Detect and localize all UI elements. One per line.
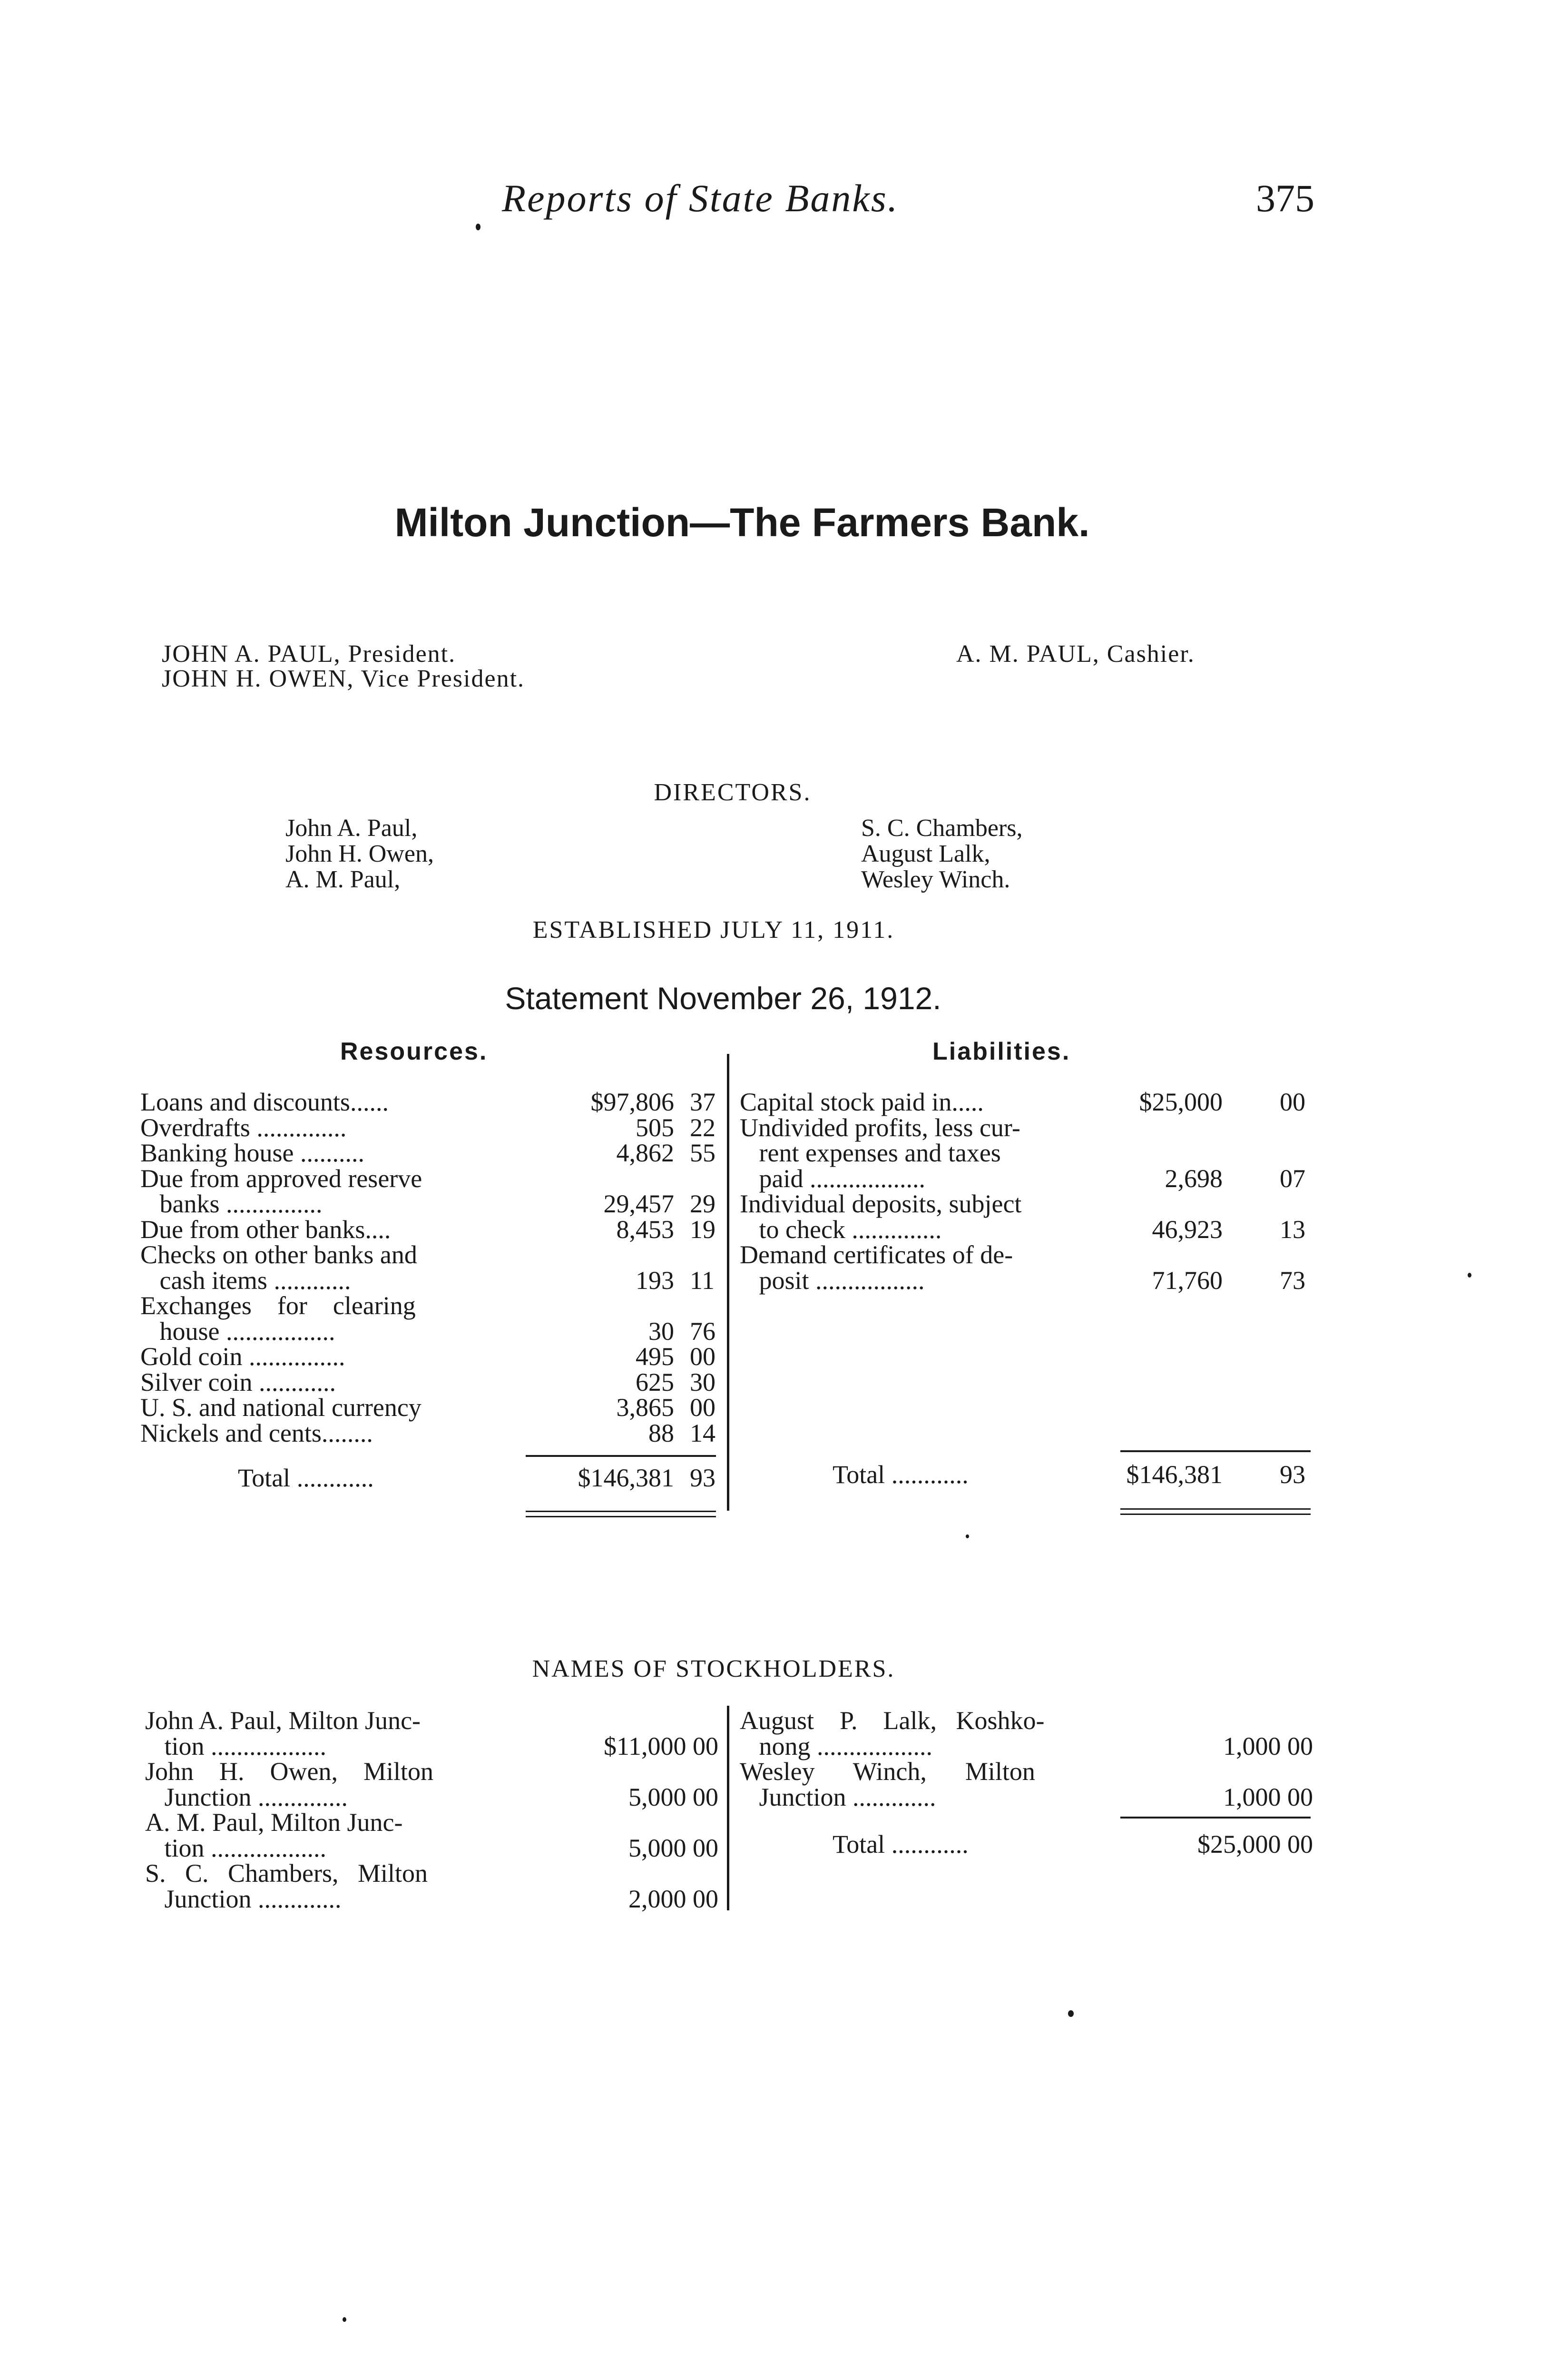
ledger-item-dollars: 8,453 <box>616 1215 674 1244</box>
total-double-rule <box>526 1511 716 1512</box>
column-divider <box>727 1706 729 1910</box>
running-head: Reports of State Banks. <box>502 177 899 220</box>
ledger-item-dollars: 495 <box>636 1342 674 1371</box>
stockholder-row <box>740 1782 1318 1811</box>
ledger-row <box>140 1215 728 1244</box>
ledger-item-label: posit ................. <box>740 1266 925 1295</box>
ledger-row <box>140 1266 728 1295</box>
stockholder-name: S. C. Chambers, Milton <box>145 1859 428 1887</box>
director-name: Wesley Winch. <box>861 866 1010 893</box>
total-row <box>740 1460 1318 1488</box>
ledger-item-cents: 07 <box>1280 1164 1305 1193</box>
ledger-row <box>140 1291 728 1320</box>
liabilities-heading: Liabilities. <box>932 1038 1071 1065</box>
stockholder-row <box>740 1757 1318 1786</box>
ledger-item-cents: 00 <box>1280 1088 1305 1116</box>
ledger-item-label: Due from other banks.... <box>140 1215 391 1244</box>
ledger-item-cents: 14 <box>690 1418 715 1447</box>
ledger-item-label: Nickels and cents........ <box>140 1418 373 1447</box>
total-rule <box>1120 1817 1311 1819</box>
ledger-item-cents: 19 <box>690 1215 715 1244</box>
stockholder-amount: 2,000 00 <box>628 1884 718 1913</box>
stockholder-row <box>145 1757 723 1786</box>
ledger-row <box>140 1164 728 1193</box>
ledger-item-label: paid .................. <box>740 1164 925 1193</box>
ledger-item-cents: 00 <box>690 1393 715 1422</box>
ledger-row <box>740 1113 1318 1142</box>
stockholder-name: Wesley Winch, Milton <box>740 1757 1035 1786</box>
stockholders-total-row <box>740 1829 1318 1858</box>
ledger-item-label: to check .............. <box>740 1215 942 1244</box>
stockholder-name: Junction ............. <box>145 1884 342 1913</box>
stockholder-name: tion .................. <box>145 1833 327 1862</box>
ledger-row <box>140 1113 728 1142</box>
ledger-item-cents: 73 <box>1280 1266 1305 1295</box>
total-dollars: $146,381 <box>1126 1460 1223 1489</box>
ledger-item-label: banks ............... <box>140 1190 323 1218</box>
cashier-line: A. M. PAUL, Cashier. <box>956 640 1195 668</box>
ledger-item-cents: 00 <box>690 1342 715 1371</box>
ledger-row <box>740 1138 1318 1167</box>
ledger-item-dollars: 88 <box>648 1418 674 1447</box>
stockholder-row <box>740 1706 1318 1735</box>
total-double-rule <box>1120 1514 1311 1515</box>
ledger-item-label: Loans and discounts...... <box>140 1088 389 1116</box>
ledger-row <box>740 1240 1318 1269</box>
ledger-item-label: Checks on other banks and <box>140 1240 417 1269</box>
ledger-item-label: Overdrafts .............. <box>140 1113 347 1142</box>
total-cents: 93 <box>690 1464 715 1492</box>
total-amount: $25,000 00 <box>1197 1830 1313 1858</box>
ink-speck <box>476 224 480 230</box>
ledger-item-label: cash items ............ <box>140 1266 351 1295</box>
ledger-item-label: rent expenses and taxes <box>740 1139 1001 1167</box>
directors-heading: DIRECTORS. <box>654 779 812 806</box>
ledger-item-dollars: 46,923 <box>1152 1215 1223 1244</box>
ledger-item-cents: 29 <box>690 1190 715 1218</box>
stockholder-name: Junction .............. <box>145 1782 348 1811</box>
ledger-item-dollars: 71,760 <box>1152 1266 1223 1295</box>
director-name: John A. Paul, <box>285 815 418 842</box>
total-double-rule <box>1120 1508 1311 1510</box>
ledger-item-label: house ................. <box>140 1317 335 1346</box>
director-name: August Lalk, <box>861 840 990 867</box>
stockholder-amount: 1,000 00 <box>1223 1782 1313 1811</box>
stockholders-heading: NAMES OF STOCKHOLDERS. <box>532 1655 895 1682</box>
total-dollars: $146,381 <box>578 1464 674 1492</box>
stockholder-name: August P. Lalk, Koshko- <box>740 1706 1045 1735</box>
ledger-item-label: U. S. and national currency <box>140 1393 421 1422</box>
ledger-item-cents: 76 <box>690 1317 715 1346</box>
ledger-item-dollars: 4,862 <box>616 1139 674 1167</box>
ledger-item-label: Capital stock paid in..... <box>740 1088 984 1116</box>
ledger-row <box>740 1087 1318 1116</box>
resources-heading: Resources. <box>340 1038 488 1065</box>
ledger-item-cents: 11 <box>690 1266 715 1295</box>
stockholder-row <box>145 1731 723 1760</box>
stockholder-name: Junction ............. <box>740 1782 936 1811</box>
stockholder-row <box>145 1858 723 1887</box>
ledger-item-cents: 13 <box>1280 1215 1305 1244</box>
stockholder-name: nong .................. <box>740 1731 932 1760</box>
ledger-item-cents: 30 <box>690 1367 715 1396</box>
ledger-item-label: Demand certificates of de- <box>740 1240 1013 1269</box>
ledger-row <box>140 1317 728 1346</box>
ledger-row <box>740 1189 1318 1218</box>
ledger-item-dollars: 625 <box>636 1367 674 1396</box>
vice-president-line: JOHN H. OWEN, Vice President. <box>162 665 525 692</box>
ledger-item-label: Silver coin ............ <box>140 1367 336 1396</box>
ledger-item-label: Individual deposits, subject <box>740 1190 1022 1218</box>
stockholder-amount: $11,000 00 <box>604 1731 718 1760</box>
ink-speck <box>1068 2010 1074 2017</box>
ledger-row <box>740 1266 1318 1295</box>
director-name: S. C. Chambers, <box>861 815 1023 842</box>
ledger-item-dollars: 30 <box>648 1317 674 1346</box>
president-line: JOHN A. PAUL, President. <box>162 640 456 668</box>
ledger-item-label: Due from approved reserve <box>140 1164 422 1193</box>
ledger-row <box>740 1215 1318 1244</box>
ledger-item-dollars: $25,000 <box>1139 1088 1223 1116</box>
ledger-item-dollars: 2,698 <box>1165 1164 1223 1193</box>
ledger-row <box>140 1240 728 1269</box>
ledger-item-dollars: 505 <box>636 1113 674 1142</box>
stockholder-row <box>145 1833 723 1862</box>
ledger-row <box>740 1164 1318 1193</box>
total-rule <box>526 1455 716 1457</box>
ink-speck <box>1468 1273 1471 1278</box>
ledger-row <box>140 1138 728 1167</box>
stockholder-name: John A. Paul, Milton Junc- <box>145 1706 421 1735</box>
total-row <box>140 1463 728 1492</box>
ledger-row <box>140 1087 728 1116</box>
ledger-row <box>140 1342 728 1371</box>
stockholder-row <box>145 1808 723 1837</box>
ink-speck <box>343 2317 346 2322</box>
ledger-item-dollars: 193 <box>636 1266 674 1295</box>
stockholder-row <box>145 1706 723 1735</box>
ledger-item-label: Gold coin ............... <box>140 1342 345 1371</box>
statement-title: Statement November 26, 1912. <box>505 981 941 1016</box>
stockholder-amount: 5,000 00 <box>628 1833 718 1862</box>
stockholder-amount: 5,000 00 <box>628 1782 718 1811</box>
stockholder-amount: 1,000 00 <box>1223 1731 1313 1760</box>
ledger-item-label: Exchanges for clearing <box>140 1291 416 1320</box>
column-divider <box>727 1054 729 1511</box>
total-label: Total ............ <box>238 1464 374 1492</box>
ledger-item-dollars: $97,806 <box>590 1088 674 1116</box>
ink-speck <box>966 1534 969 1538</box>
total-label: Total ............ <box>833 1830 969 1858</box>
total-rule <box>1120 1450 1311 1452</box>
ledger-item-label: Undivided profits, less cur- <box>740 1113 1020 1142</box>
ledger-row <box>140 1367 728 1396</box>
stockholder-row <box>145 1782 723 1811</box>
ledger-row <box>140 1393 728 1422</box>
stockholder-name: A. M. Paul, Milton Junc- <box>145 1808 403 1837</box>
ledger-item-label: Banking house .......... <box>140 1139 364 1167</box>
total-double-rule <box>526 1516 716 1517</box>
total-cents: 93 <box>1280 1460 1305 1489</box>
director-name: A. M. Paul, <box>285 866 401 893</box>
ledger-row <box>140 1418 728 1447</box>
stockholder-name: tion .................. <box>145 1731 327 1760</box>
ledger-item-cents: 37 <box>690 1088 715 1116</box>
page-number: 375 <box>1256 177 1314 220</box>
stockholder-row <box>145 1884 723 1913</box>
bank-title: Milton Junction—The Farmers Bank. <box>394 500 1090 545</box>
ledger-row <box>140 1189 728 1218</box>
ledger-item-cents: 22 <box>690 1113 715 1142</box>
total-label: Total ............ <box>833 1460 969 1489</box>
stockholder-row <box>740 1731 1318 1760</box>
ledger-item-dollars: 3,865 <box>616 1393 674 1422</box>
established-line: ESTABLISHED JULY 11, 1911. <box>532 916 895 944</box>
ledger-item-cents: 55 <box>690 1139 715 1167</box>
stockholder-name: John H. Owen, Milton <box>145 1757 433 1786</box>
ledger-item-dollars: 29,457 <box>603 1190 674 1218</box>
director-name: John H. Owen, <box>285 840 434 867</box>
